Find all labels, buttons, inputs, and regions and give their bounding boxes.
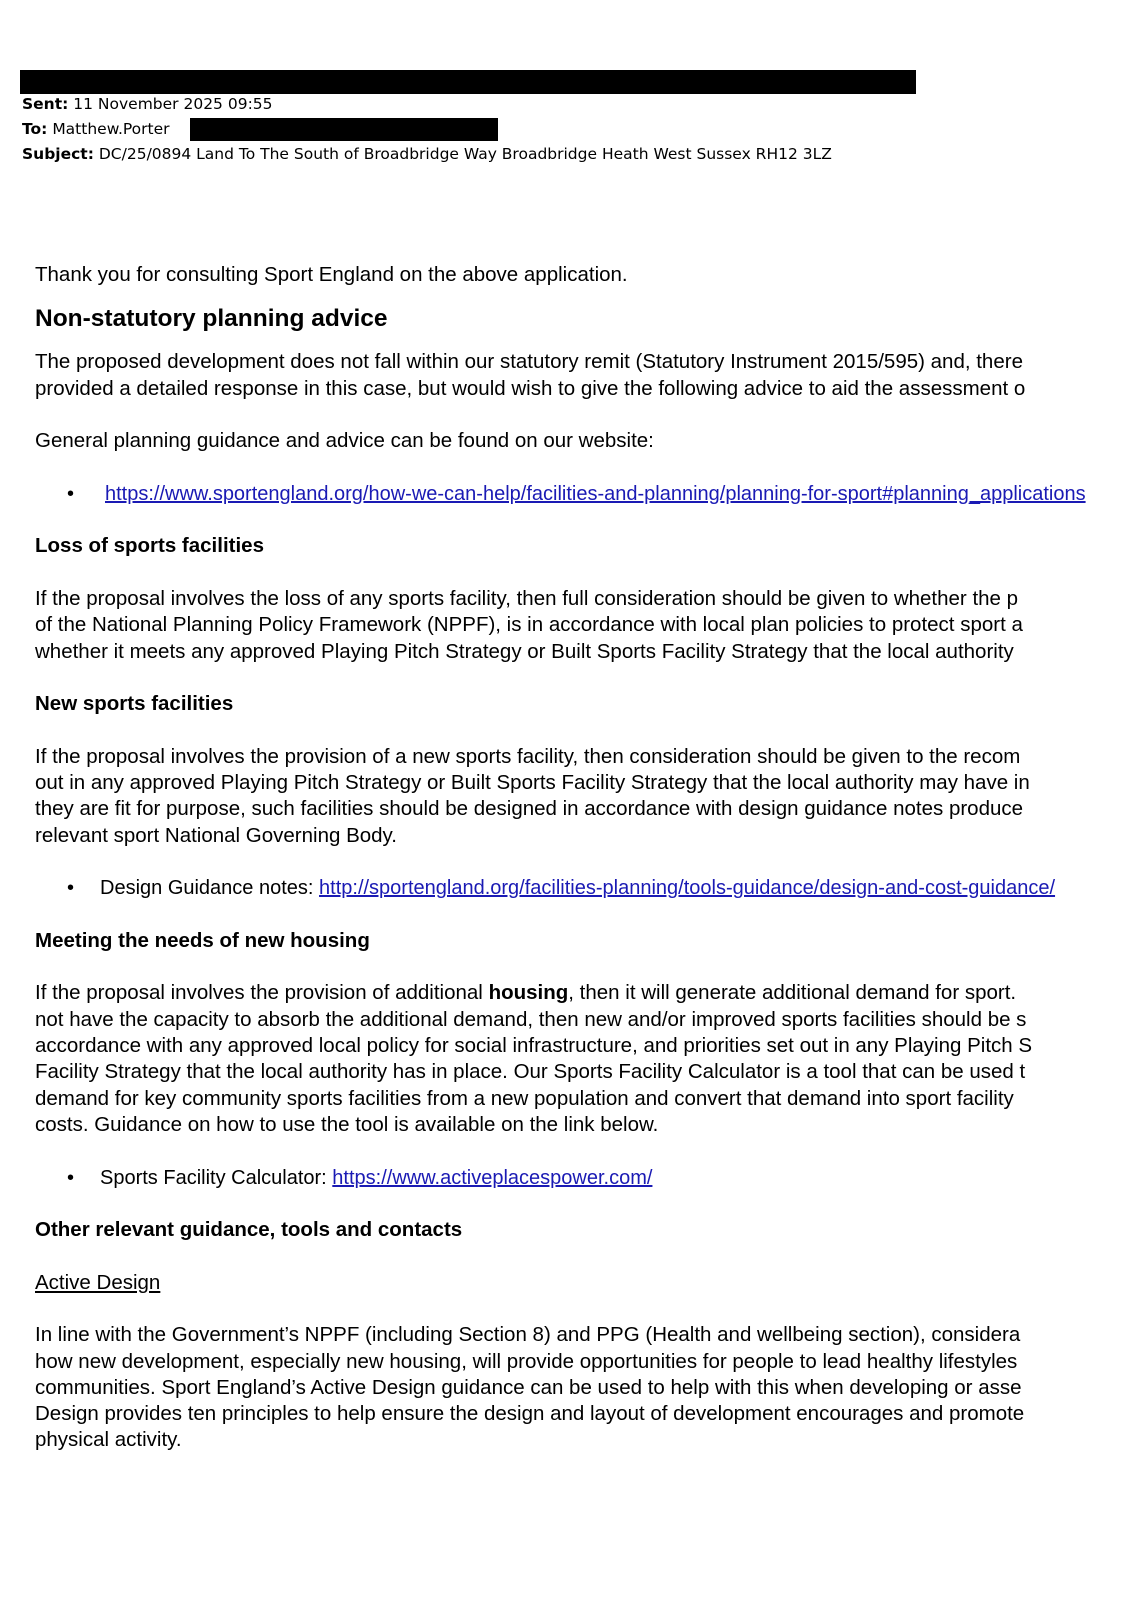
housing-line-6: costs. Guidance on how to use the tool is available on the link below. <box>35 1112 659 1136</box>
guidance-intro: General planning guidance and advice can be found on our website: <box>35 429 654 453</box>
new-facilities-line-1: If the proposal involves the provision of a new sports facility, then consideration should be given to the recom <box>35 744 1021 768</box>
sent-value: 11 November 2025 09:55 <box>73 95 273 113</box>
housing-heading: Meeting the needs of new housing <box>35 928 370 952</box>
remit-line-2: provided a detailed response in this case, but would wish to give the following advice to aid the assessment o <box>35 376 1026 400</box>
letter-body <box>35 262 1131 1454</box>
loss-heading: Loss of sports facilities <box>35 534 264 558</box>
new-facilities-line-4: relevant sport National Governing Body. <box>35 823 397 847</box>
new-facilities-line-3: they are fit for purpose, such facilities should be designed in accordance with design guidance notes produce <box>35 797 1024 821</box>
subject-value: DC/25/0894 Land To The South of Broadbridge Way Broadbridge Heath West Sussex RH12 3LZ <box>98 145 832 163</box>
loss-line-3: whether it meets any approved Playing Pitch Strategy or Built Sports Facility Strategy that the local authority <box>35 639 1014 663</box>
new-facilities-heading: New sports facilities <box>35 692 234 716</box>
design-guidance-link[interactable]: http://sportengland.org/facilities-planning/tools-guidance/design-and-cost-guidance/ <box>319 877 1056 900</box>
sent-label: Sent: <box>22 95 69 113</box>
redaction-bar-to <box>190 118 498 141</box>
active-design-line-4: Design provides ten principles to help ensure the design and layout of development encourages and promote <box>35 1402 1025 1426</box>
sent-line <box>22 94 273 114</box>
page-heading: Non-statutory planning advice <box>35 305 388 333</box>
subject-line <box>22 144 832 164</box>
active-design-subheading: Active Design <box>35 1270 161 1294</box>
redaction-bar-from <box>20 70 916 94</box>
to-value: Matthew.Porter <box>52 120 170 138</box>
housing-line-4: Facility Strategy that the local authority has in place. Our Sports Facility Calculator is a tool that can be used t <box>35 1060 1026 1084</box>
active-design-line-5: physical activity. <box>35 1428 182 1452</box>
active-design-line-3: communities. Sport England’s Active Design guidance can be used to help with this when developing or asse <box>35 1375 1022 1399</box>
housing-line-3: accordance with any approved local policy for social infrastructure, and priorities set out in any Playing Pitch S <box>35 1034 1033 1058</box>
design-guidance-label: Design Guidance notes: <box>100 877 320 900</box>
guidance-bullet <box>35 481 1131 507</box>
housing-line-1-post: , then it will generate additional demand for sport. <box>568 981 1017 1005</box>
housing-keyword: housing <box>488 981 569 1005</box>
remit-line-1: The proposed development does not fall within our statutory remit (Statutory Instrument 2015/595) and, there <box>35 350 1023 374</box>
housing-line-1 <box>35 980 1131 1006</box>
other-heading: Other relevant guidance, tools and contacts <box>35 1218 463 1242</box>
guidance-link[interactable]: https://www.sportengland.org/how-we-can-help/facilities-and-planning/planning-for-sport#planning_applications <box>105 482 1086 505</box>
housing-line-2: not have the capacity to absorb the additional demand, then new and/or improved sports facilities should be s <box>35 1007 1027 1031</box>
calculator-bullet <box>35 1165 1131 1191</box>
calculator-label: Sports Facility Calculator: <box>100 1166 333 1189</box>
loss-line-2: of the National Planning Policy Framework (NPPF), is in accordance with local plan policies to protect sport a <box>35 613 1023 637</box>
loss-line-1: If the proposal involves the loss of any sports facility, then full consideration should be given to whether the p <box>35 586 1019 610</box>
to-line <box>22 119 170 139</box>
housing-line-1-pre: If the proposal involves the provision of additional <box>35 981 489 1005</box>
housing-line-5: demand for key community sports facilities from a new population and convert that demand into sport facility <box>35 1086 1014 1110</box>
subject-label: Subject: <box>22 145 94 163</box>
new-facilities-line-2: out in any approved Playing Pitch Strategy or Built Sports Facility Strategy that the local authority may have in <box>35 771 1030 795</box>
intro-text: Thank you for consulting Sport England on the above application. <box>35 263 628 286</box>
active-design-line-1: In line with the Government’s NPPF (including Section 8) and PPG (Health and wellbeing section), considera <box>35 1323 1021 1347</box>
design-guidance-bullet <box>35 875 1131 901</box>
to-label: To: <box>22 120 48 138</box>
calculator-link[interactable]: https://www.activeplacespower.com/ <box>332 1166 653 1189</box>
active-design-line-2: how new development, especially new housing, will provide opportunities for people to lead healthy lifestyles <box>35 1349 1018 1373</box>
